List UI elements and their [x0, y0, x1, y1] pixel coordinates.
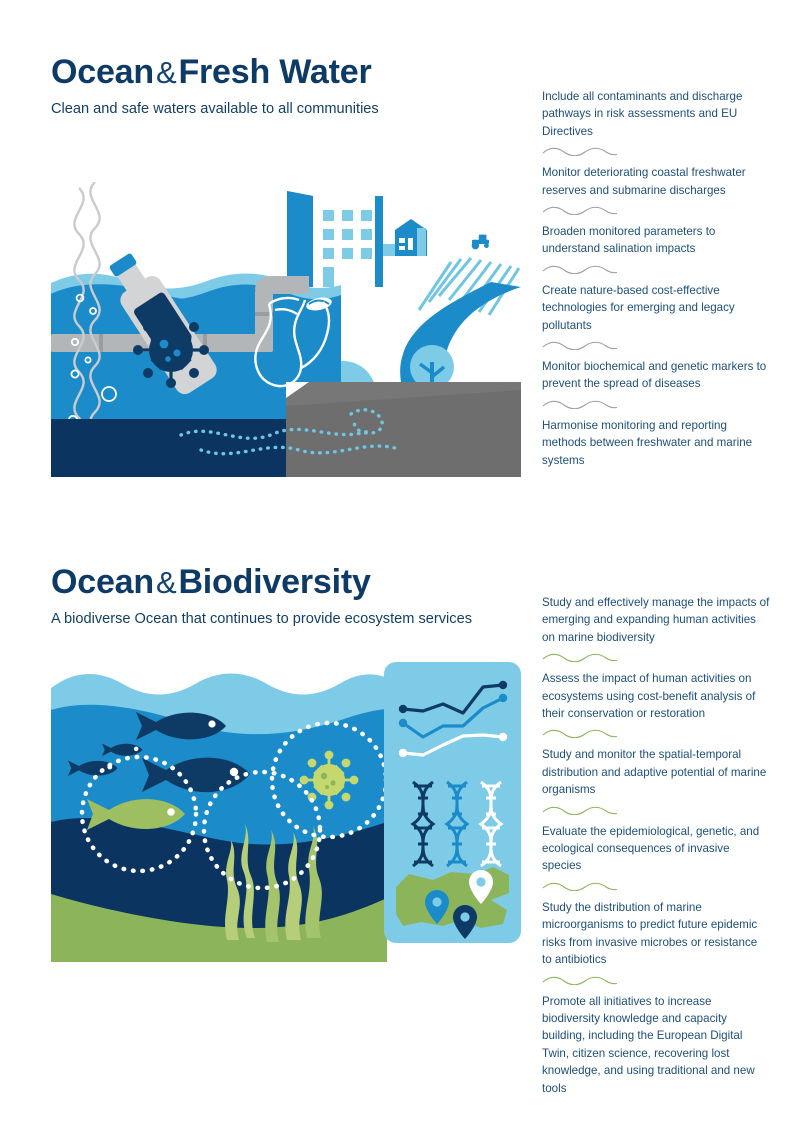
list-item [542, 223, 770, 274]
wave-separator [542, 882, 618, 891]
section-ocean-biodiversity [0, 562, 800, 1095]
recommendation-text: Broaden monitored parameters to understand salination impacts [542, 225, 716, 256]
recommendation-text: Promote all initiatives to increase biodiversity knowledge and capacity building, including the European Digital Twin, citizen science, recovering lost knowledge, and using traditional and new tools [542, 994, 755, 1095]
wave-separator [542, 400, 618, 409]
recommendation-text: Evaluate the epidemiological, genetic, and ecological consequences of invasive species [542, 824, 760, 873]
wave-separator [542, 729, 618, 738]
wave-separator [542, 147, 618, 156]
list-item [542, 88, 770, 156]
recommendation-text: Create nature-based cost-effective technologies for emerging and legacy pollutants [542, 283, 735, 332]
section-ocean-fresh-water [0, 52, 800, 512]
illustration-polluted-coastal-water [51, 182, 521, 497]
recommendation-text: Harmonise monitoring and reporting methods between freshwater and marine systems [542, 418, 753, 467]
page-subtitle-water: Clean and safe waters available to all communities [51, 101, 379, 117]
wave-separator [542, 206, 618, 215]
office-building-icon [287, 191, 383, 287]
recommendation-text: Study and monitor the spatial-temporal distribution and adaptive potential of marine organisms [542, 748, 767, 797]
illustration-marine-biodiversity [51, 662, 521, 1012]
tractor-icon [472, 235, 489, 250]
wave-separator [542, 806, 618, 815]
recommendation-text: Study the distribution of marine microorganisms to predict future epidemic risks from invasive microbes or resistance to antibiotics [542, 900, 758, 967]
recommendation-text: Include all contaminants and discharge pathways in risk assessments and EU Directives [542, 90, 743, 138]
list-item [542, 899, 770, 985]
list-item [542, 670, 770, 738]
title-part2: Fresh Water [178, 53, 372, 91]
list-item [542, 823, 770, 891]
title-part1: Ocean [51, 563, 154, 601]
house-icon [383, 219, 427, 256]
wave-separator [542, 265, 618, 274]
list-item [542, 282, 770, 350]
recommendations-list-bio [542, 594, 770, 1097]
wave-separator [542, 653, 618, 662]
monitoring-data-panel [384, 662, 521, 943]
recommendation-text: Assess the impact of human activities on ecosystems using cost-benefit analysis of their conservation or restoration [542, 672, 756, 721]
title-ampersand: & [155, 565, 177, 600]
recommendation-text: Study and effectively manage the impacts of emerging and expanding human activities on marine biodiversity [542, 596, 770, 644]
wave-separator [542, 341, 618, 350]
list-item [542, 993, 770, 1097]
title-part1: Ocean [51, 53, 154, 91]
title-ampersand: & [155, 55, 177, 90]
title-part2: Biodiversity [178, 563, 371, 601]
recommendation-text: Monitor deteriorating coastal freshwater reserves and submarine discharges [542, 166, 746, 197]
heading-block-bio [51, 562, 472, 629]
page-title-water [51, 52, 379, 93]
seabed-shelf [286, 382, 521, 477]
page-subtitle-bio: A biodiverse Ocean that continues to provide ecosystem services [51, 611, 473, 627]
list-item [542, 746, 770, 814]
page-title-bio [51, 562, 472, 603]
list-item [542, 417, 770, 469]
heading-block-water [51, 52, 379, 119]
list-item [542, 594, 770, 662]
list-item [542, 358, 770, 409]
wave-separator [542, 976, 618, 985]
list-item [542, 164, 770, 215]
seabed-dark [51, 419, 286, 477]
recommendations-list-water [542, 88, 770, 469]
recommendation-text: Monitor biochemical and genetic markers to prevent the spread of diseases [542, 360, 767, 391]
